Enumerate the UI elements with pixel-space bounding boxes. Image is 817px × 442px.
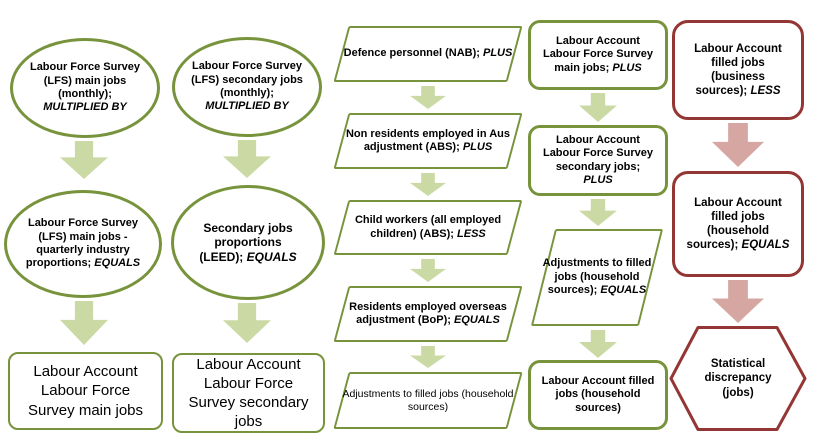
node-lfs-main-quarterly-proportions xyxy=(4,190,162,298)
node-text: Child workers (all employed children) (ABS); LESS xyxy=(354,214,502,240)
node-text: Labour Account filled jobs (household sources) xyxy=(541,374,655,414)
node-text: Statistical discrepancy (jobs) xyxy=(704,358,772,399)
flow-arrow-icon xyxy=(223,303,271,343)
node-text: Labour Account filled jobs (business sources); LESS xyxy=(694,42,782,98)
node-text: Labour Force Survey (LFS) secondary jobs (monthly); MULTIPLIED BY xyxy=(191,60,303,113)
node-adjustments-to-filled-jobs xyxy=(331,371,525,430)
flow-arrow-icon xyxy=(712,280,764,323)
node-labour-account-lfs-main-jobs xyxy=(8,352,163,430)
node-secondary-jobs-proportions xyxy=(171,185,325,300)
node-adjustments-equals xyxy=(528,228,666,327)
flow-arrow-icon xyxy=(410,173,446,196)
flow-arrow-icon xyxy=(60,141,108,179)
node-la-filled-jobs-household xyxy=(528,360,668,430)
flow-arrow-icon xyxy=(60,301,108,345)
node-la-lfs-secondary-jobs-plus xyxy=(528,125,668,196)
flow-arrow-icon xyxy=(579,199,617,226)
node-lfs-main-jobs-monthly xyxy=(10,38,160,138)
node-statistical-discrepancy xyxy=(668,325,808,432)
node-text: Adjustments to filled jobs (household sources); EQUALS xyxy=(542,257,652,297)
flow-arrow-icon xyxy=(712,123,764,167)
node-defence-personnel xyxy=(331,25,525,83)
node-child-workers xyxy=(331,199,525,256)
node-text: Secondary jobs proportions (LEED); EQUALS xyxy=(199,220,297,264)
node-text: Labour Account Labour Force Survey main jobs; PLUS xyxy=(542,34,654,74)
flow-arrow-icon xyxy=(410,259,446,282)
node-labour-account-lfs-secondary-jobs xyxy=(172,353,325,433)
flow-arrow-icon xyxy=(579,330,617,358)
node-text: Labour Account Labour Force Survey secondary jobs xyxy=(188,355,309,431)
node-text: Adjustments to filled jobs (household sources) xyxy=(342,387,514,413)
node-la-filled-jobs-household-equals xyxy=(672,171,804,277)
node-la-filled-jobs-business-less xyxy=(672,20,804,120)
node-non-residents-adjustment xyxy=(331,112,525,170)
node-text: Labour Force Survey (LFS) main jobs - quarterly industry proportions; EQUALS xyxy=(25,217,141,270)
node-text: Non residents employed in Aus adjustment (ABS); PLUS xyxy=(345,127,510,153)
node-text: Labour Account Labour Force Survey secondary jobs; PLUS xyxy=(542,133,654,186)
node-lfs-secondary-jobs-monthly xyxy=(172,37,322,137)
node-la-lfs-main-jobs-plus xyxy=(528,20,668,90)
node-text: Residents employed overseas adjustment (BoP); EQUALS xyxy=(349,300,507,326)
flow-arrow-icon xyxy=(410,346,446,368)
node-text: Labour Account filled jobs (household sources); EQUALS xyxy=(686,196,790,252)
flow-arrow-icon xyxy=(223,140,271,178)
node-text: Defence personnel (NAB); PLUS xyxy=(343,47,513,60)
node-residents-overseas-adjustment xyxy=(331,285,525,343)
flow-arrow-icon xyxy=(579,93,617,122)
flow-arrow-icon xyxy=(410,86,446,109)
node-text: Labour Force Survey (LFS) main jobs (monthly); MULTIPLIED BY xyxy=(29,61,141,114)
node-text: Labour Account Labour Force Survey main jobs xyxy=(27,363,144,419)
